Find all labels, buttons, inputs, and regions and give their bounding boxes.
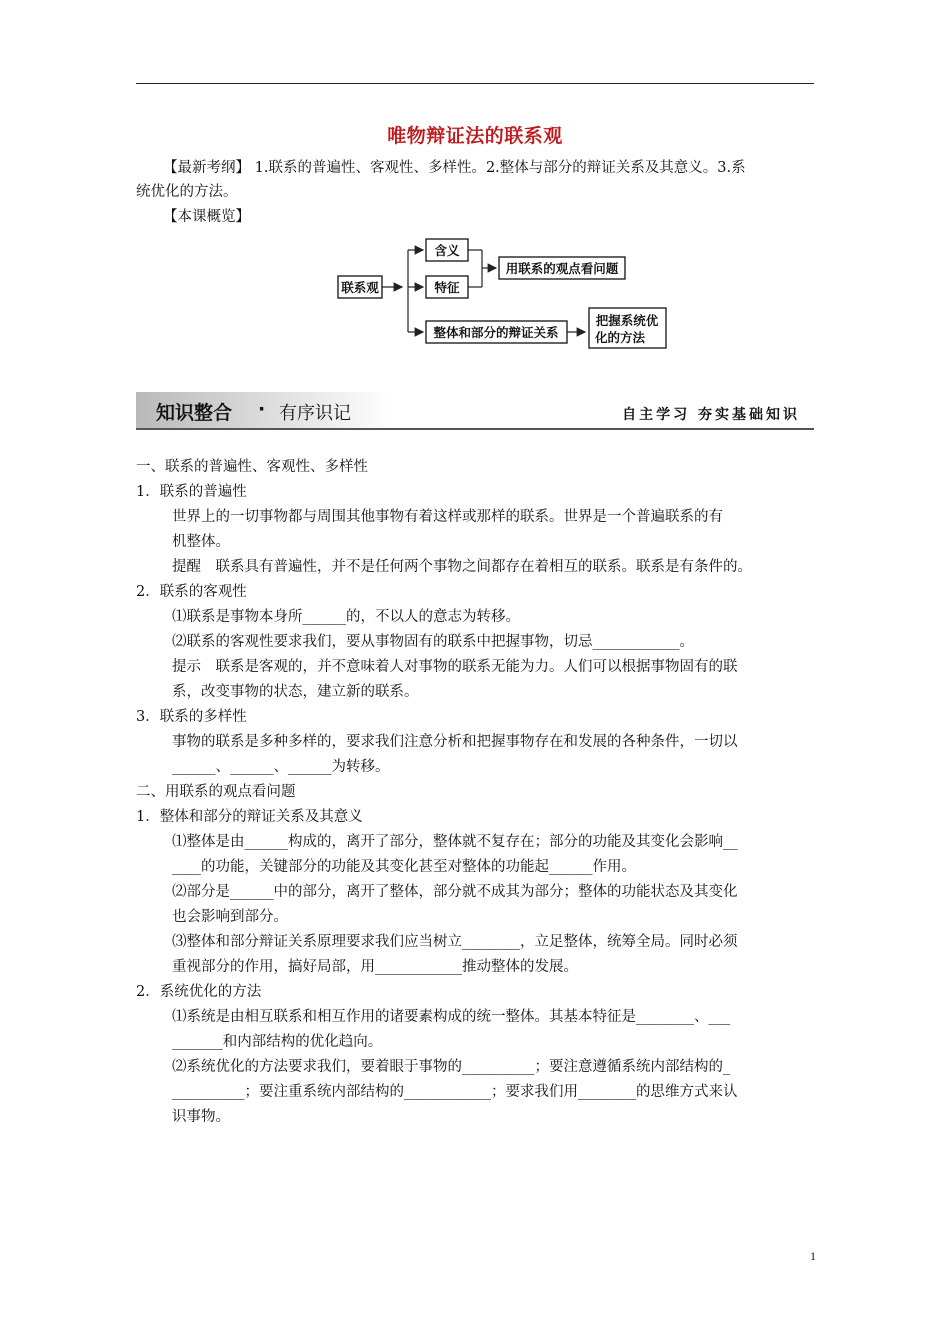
subheading-1-3: 3．联系的多样性 — [136, 709, 247, 725]
text-line: ______、______、______为转移。 — [172, 759, 390, 775]
text-line: ⑶整体和部分辩证关系原理要求我们应当树立________，立足整体，统筹全局。同时必须 — [172, 934, 738, 950]
node-meaning: 含义 — [434, 243, 460, 258]
node-root: 联系观 — [341, 280, 379, 295]
section-banner — [136, 392, 814, 432]
text-line: __________；要注重系统内部结构的____________；要求我们用________的思维方式来认 — [172, 1084, 738, 1100]
heading-section-2: 二、用联系的观点看问题 — [136, 784, 296, 800]
text-line: ⑵联系的客观性要求我们，要从事物固有的联系中把握事物，切忌____________。 — [172, 634, 694, 650]
hint-line: 提示 联系是客观的，并不意味着人对事物的联系无能为力。人们可以根据事物固有的联 — [172, 659, 738, 675]
reminder-line: 提醒 联系具有普遍性，并不是任何两个事物之间都存在着相互的联系。联系是有条件的。 — [172, 559, 752, 575]
text-line: ⑴联系是事物本身所______的，不以人的意志为转移。 — [172, 609, 520, 625]
node-system-line2: 化的方法 — [594, 330, 646, 345]
subheading-2-2: 2．系统优化的方法 — [136, 984, 262, 1000]
text-line: ⑴系统是由相互联系和相互作用的诸要素构成的统一整体。其基本特征是________、___ — [172, 1009, 731, 1025]
subheading-1-2: 2．联系的客观性 — [136, 584, 247, 600]
node-feature: 特征 — [434, 280, 460, 295]
node-wholepart: 整体和部分的辩证关系 — [433, 325, 559, 340]
kaogang-line-1: 【最新考纲】 1.联系的普遍性、客观性、多样性。2.整体与部分的辩证关系及其意义。3.系 — [163, 160, 746, 176]
text-line: 也会影响到部分。 — [172, 909, 288, 925]
overview-label: 【本课概览】 — [163, 209, 250, 225]
text-line: ⑴整体是由______构成的，离开了部分，整体就不复存在；部分的功能及其变化会影响__ — [172, 834, 738, 850]
text-line: ⑵系统优化的方法要求我们，要着眼于事物的__________；要注意遵循系统内部结构的_ — [172, 1059, 731, 1075]
kaogang-line-2: 统优化的方法。 — [136, 184, 238, 200]
subheading-2-1: 1．整体和部分的辩证关系及其意义 — [136, 809, 363, 825]
node-viewpoint: 用联系的观点看问题 — [505, 261, 619, 276]
banner-subtitle: 有序识记 — [279, 403, 351, 424]
page-number: 1 — [810, 1249, 816, 1263]
banner-separator: · — [258, 398, 266, 420]
heading-section-1: 一、联系的普遍性、客观性、多样性 — [136, 459, 368, 475]
banner-tagline: 自主学习 夯实基础知识 — [622, 407, 800, 423]
page-title: 唯物辩证法的联系观 — [387, 125, 563, 147]
header-rule — [136, 83, 814, 84]
text-line: 系，改变事物的状态，建立新的联系。 — [172, 684, 419, 700]
text-line: 机整体。 — [172, 534, 230, 550]
text-line: 世界上的一切事物都与周围其他事物有着这样或那样的联系。世界是一个普遍联系的有 — [172, 509, 723, 525]
text-line: 事物的联系是多种多样的，要求我们注意分析和把握事物存在和发展的各种条件，一切以 — [172, 734, 738, 750]
subheading-1-1: 1．联系的普遍性 — [136, 484, 247, 500]
node-system-line1: 把握系统优 — [595, 313, 659, 328]
banner-title: 知识整合 — [156, 402, 233, 424]
text-line: ⑵部分是______中的部分，离开了整体，部分就不成其为部分；整体的功能状态及其变化 — [172, 884, 738, 900]
text-line: ____的功能，关键部分的功能及其变化甚至对整体的功能起______作用。 — [172, 859, 636, 875]
concept-diagram — [330, 236, 680, 356]
text-line: _______和内部结构的优化趋向。 — [172, 1034, 383, 1050]
text-line: 重视部分的作用，搞好局部，用____________推动整体的发展。 — [172, 959, 578, 975]
banner-underline — [136, 428, 814, 430]
text-line: 识事物。 — [172, 1109, 230, 1125]
